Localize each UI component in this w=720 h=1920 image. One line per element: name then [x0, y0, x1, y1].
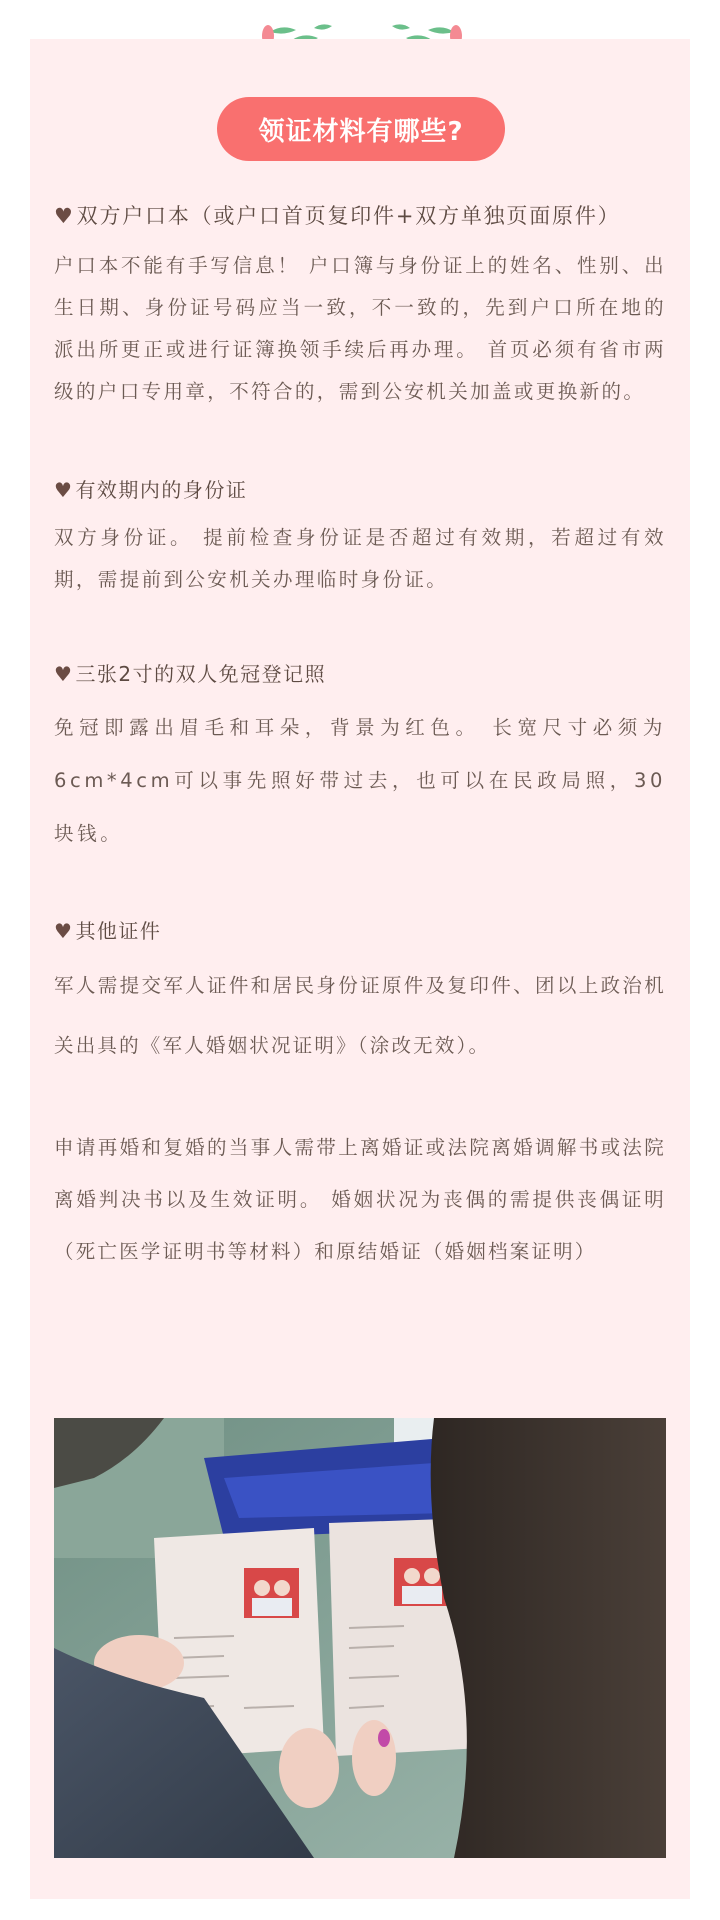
section-body-photos: 免冠即露出眉毛和耳朵，背景为红色。 长宽尺寸必须为6cm*4cm可以事先照好带过去，也可以在民政局照，30块钱。	[54, 716, 666, 845]
heart-icon: ♥	[54, 662, 74, 686]
heart-icon: ♥	[54, 478, 74, 502]
section-heading-photos	[54, 659, 666, 689]
section-heading-id-card	[54, 475, 666, 505]
section-body-id-card: 双方身份证。 提前检查身份证是否超过有效期，若超过有效期，需提前到公安机关办理临时身份证。	[54, 526, 666, 591]
section-heading-text: 三张2寸的双人免冠登记照	[75, 662, 327, 686]
section-heading-other-documents	[54, 916, 666, 946]
section-heading-household-register	[54, 201, 666, 231]
section-heading-text: 其他证件	[75, 919, 162, 943]
section-body-military: 军人需提交军人证件和居民身份证原件及复印件、团以上政治机关出具的《军人婚姻状况证明》（涂改无效）。	[54, 974, 666, 1057]
section-body-household-register: 户口本不能有手写信息！ 户口簿与身份证上的姓名、性别、出生日期、身份证号码应当一致，不一致的，先到户口所在地的派出所更正或进行证簿换领手续后再办理。 首页必须有省市两级的户口专用章，不符合的，需到公安机关加盖或更换新的。	[54, 254, 666, 403]
section-heading-text: 有效期内的身份证	[75, 478, 248, 502]
section-heading-text: 双方户口本（或户口首页复印件+双方单独页面原件）	[76, 204, 621, 228]
section-body-remarriage: 申请再婚和复婚的当事人需带上离婚证或法院离婚调解书或法院离婚判决书以及生效证明。 婚姻状况为丧偶的需提供丧偶证明（死亡医学证明书等材料）和原结婚证（婚姻档案证明）	[54, 1136, 666, 1263]
heart-icon: ♥	[54, 204, 75, 228]
page-title: 领证材料有哪些?	[217, 97, 505, 161]
marriage-certificate-photo	[54, 1418, 666, 1858]
article-body	[54, 191, 666, 1278]
heart-icon: ♥	[54, 919, 74, 943]
